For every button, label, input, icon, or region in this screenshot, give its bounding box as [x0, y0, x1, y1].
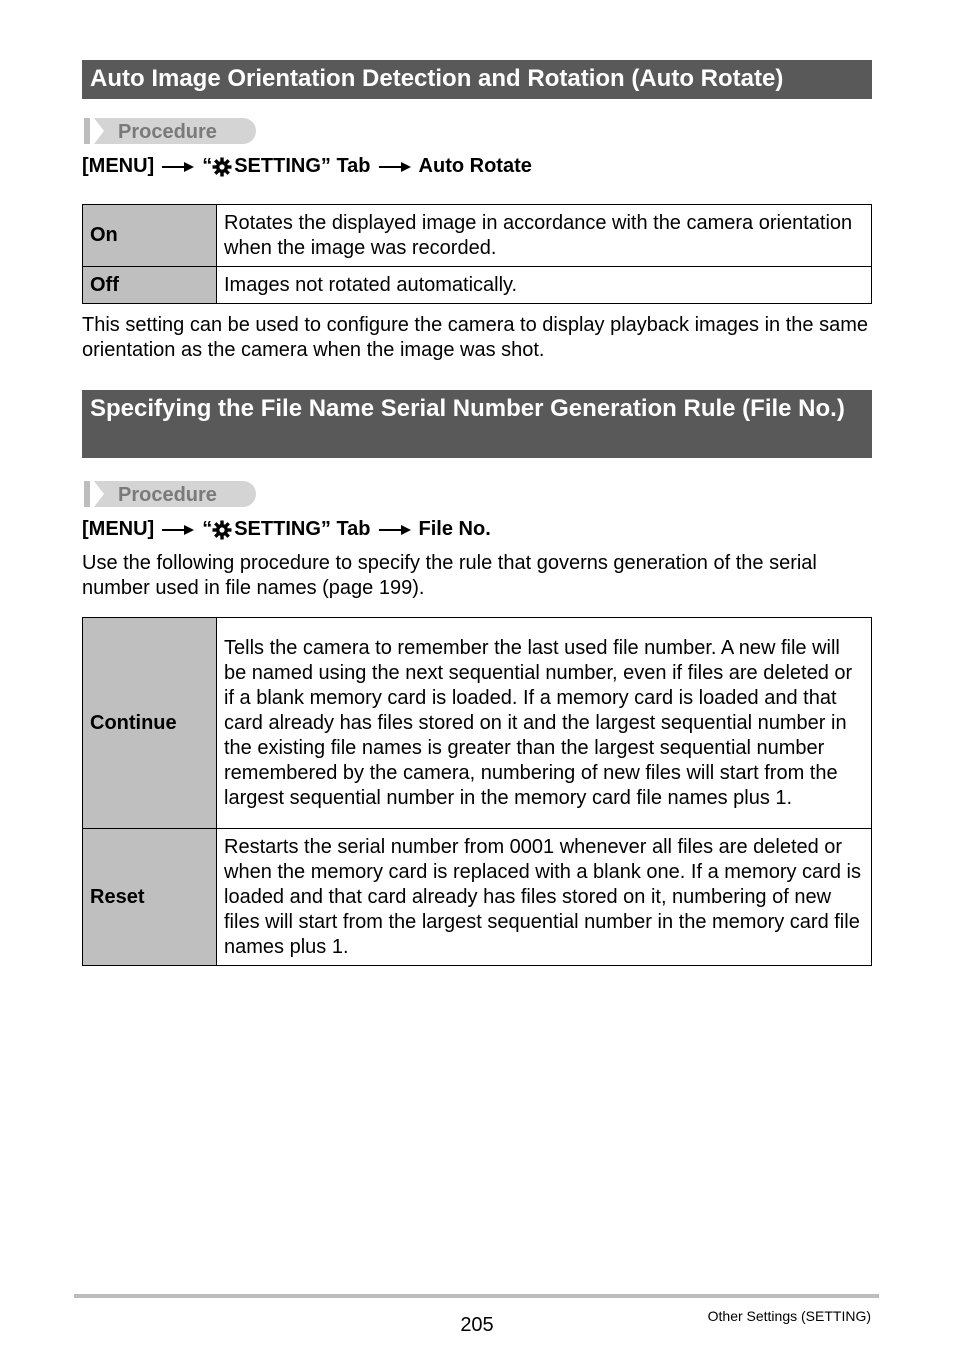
- right-arrow-icon: [379, 161, 411, 173]
- right-arrow-icon: [162, 524, 194, 536]
- right-arrow-icon: [379, 524, 411, 536]
- menu-item-label: File No.: [418, 518, 491, 540]
- menu-path: [82, 155, 532, 178]
- option-key: On: [83, 205, 217, 267]
- page-number: 205: [460, 1314, 494, 1336]
- table-row: [83, 267, 872, 304]
- menu-path: [82, 518, 491, 541]
- option-desc: Rotates the displayed image in accordance with the camera orientation when the image was recorded.: [217, 205, 872, 267]
- procedure-label: Procedure: [118, 121, 217, 143]
- procedure-label: Procedure: [118, 484, 217, 506]
- auto-rotate-options-table: [82, 204, 872, 304]
- auto-rotate-note: This setting can be used to configure the camera to display playback images in the same orientation as the camera when the image was shot.: [82, 314, 868, 361]
- footer-section-label: Other Settings (SETTING): [707, 1308, 871, 1324]
- table-row: [83, 829, 872, 966]
- quote-open: “: [202, 155, 213, 177]
- quote-open: “: [202, 518, 213, 540]
- menu-item-label: Auto Rotate: [418, 155, 532, 177]
- tab-label: SETTING” Tab: [234, 518, 371, 540]
- table-row: [83, 618, 872, 829]
- gear-icon: [212, 157, 232, 177]
- option-key: Continue: [83, 618, 217, 829]
- menu-label: [MENU]: [82, 518, 155, 540]
- option-desc: Restarts the serial number from 0001 whenever all files are deleted or when the memory card is replaced with a blank one. If a memory card is loaded and that card already has files stored on it, numbering of new files will start from the largest sequential number in the memory card file names plus 1.: [217, 829, 872, 966]
- tab-label: SETTING” Tab: [234, 155, 371, 177]
- option-desc: Images not rotated automatically.: [217, 267, 872, 304]
- option-key: Off: [83, 267, 217, 304]
- footer-rule: [74, 1294, 879, 1298]
- procedure-badge: [84, 118, 256, 144]
- table-row: [83, 205, 872, 267]
- file-no-intro: Use the following procedure to specify the rule that governs generation of the serial number used in file names (page 199).: [82, 552, 817, 599]
- option-desc: Tells the camera to remember the last used file number. A new file will be named using the next sequential number, even if files are deleted or if a blank memory card is loaded. If a memory card is loaded and that card already has files stored on it and the largest sequential number in the existing file names is greater than the largest sequential number remembered by the camera, numbering of new files will start from the largest sequential number in the memory card file names plus 1.: [217, 618, 872, 829]
- file-no-options-table: [82, 617, 872, 966]
- option-key: Reset: [83, 829, 217, 966]
- section-title-file-no: Specifying the File Name Serial Number Generation Rule (File No.): [82, 390, 872, 458]
- menu-label: [MENU]: [82, 155, 155, 177]
- gear-icon: [212, 520, 232, 540]
- procedure-badge: [84, 481, 256, 507]
- section-title-auto-rotate: Auto Image Orientation Detection and Rotation (Auto Rotate): [82, 60, 872, 99]
- right-arrow-icon: [162, 161, 194, 173]
